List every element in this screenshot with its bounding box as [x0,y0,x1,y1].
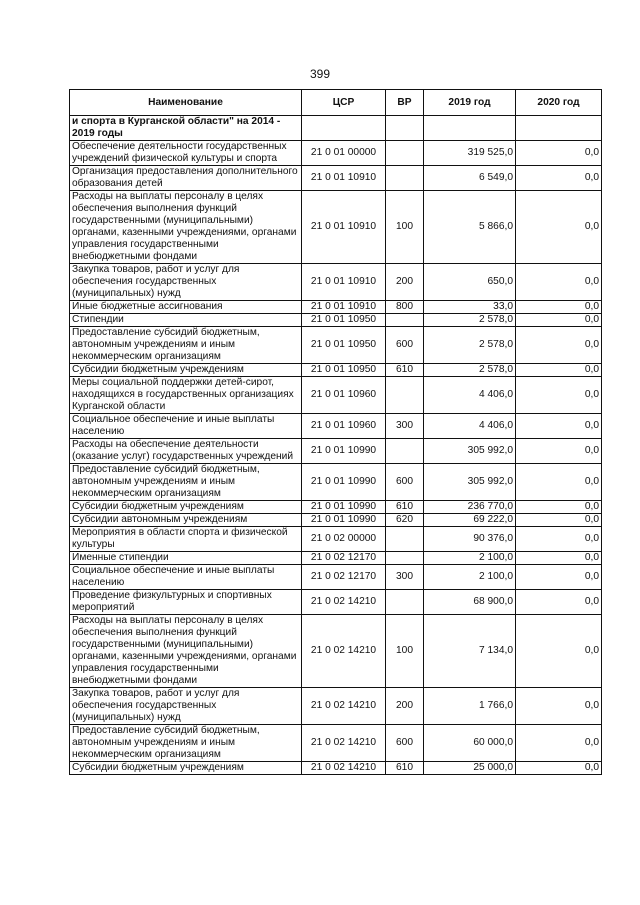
row-name-cell: Меры социальной поддержки детей-сирот, находящихся в государственных организациях Курганской области [70,377,302,414]
row-2019-cell: 60 000,0 [424,725,516,762]
row-2020-cell: 0,0 [516,501,602,514]
row-2019-cell: 2 100,0 [424,565,516,590]
row-name-cell: Организация предоставления дополнительного образования детей [70,166,302,191]
row-2020-cell: 0,0 [516,514,602,527]
row-name-cell: Предоставление субсидий бюджетным, автономным учреждениям и иным некоммерческим организациям [70,464,302,501]
page-number: 399 [309,67,331,81]
row-name-cell: Предоставление субсидий бюджетным, автономным учреждениям и иным некоммерческим организациям [70,327,302,364]
row-vr-cell [386,377,424,414]
column-header-name: Наименование [70,90,302,116]
column-header-vr: ВР [386,90,424,116]
row-2019-cell: 305 992,0 [424,439,516,464]
row-2019-cell: 7 134,0 [424,615,516,688]
table-row [70,501,602,514]
table-row [70,377,602,414]
row-csr-cell: 21 0 01 10950 [302,327,386,364]
row-2020-cell: 0,0 [516,327,602,364]
row-2019-cell: 1 766,0 [424,688,516,725]
row-2020-cell: 0,0 [516,552,602,565]
row-csr-cell: 21 0 02 12170 [302,552,386,565]
row-2020-cell: 0,0 [516,725,602,762]
row-2019-cell: 2 578,0 [424,327,516,364]
row-2020-cell [516,116,602,141]
row-csr-cell: 21 0 01 10950 [302,314,386,327]
row-name-cell: Проведение физкультурных и спортивных мероприятий [70,590,302,615]
row-vr-cell [386,552,424,565]
table-row [70,364,602,377]
table-row [70,514,602,527]
row-2019-cell: 4 406,0 [424,377,516,414]
row-vr-cell [386,527,424,552]
row-vr-cell [386,166,424,191]
row-2020-cell: 0,0 [516,762,602,775]
table-row [70,590,602,615]
row-name-cell: Закупка товаров, работ и услуг для обеспечения государственных (муниципальных) нужд [70,688,302,725]
row-vr-cell [386,116,424,141]
row-2019-cell: 236 770,0 [424,501,516,514]
row-csr-cell: 21 0 01 10910 [302,166,386,191]
table-row [70,725,602,762]
table-row [70,688,602,725]
row-2020-cell: 0,0 [516,464,602,501]
row-2020-cell: 0,0 [516,166,602,191]
row-vr-cell: 620 [386,514,424,527]
row-2019-cell: 305 992,0 [424,464,516,501]
row-2019-cell: 2 100,0 [424,552,516,565]
row-csr-cell: 21 0 02 14210 [302,762,386,775]
budget-table [69,89,602,775]
row-vr-cell: 800 [386,301,424,314]
table-row [70,327,602,364]
row-name-cell: Субсидии бюджетным учреждениям [70,501,302,514]
row-vr-cell [386,439,424,464]
row-2019-cell: 4 406,0 [424,414,516,439]
column-header-2019: 2019 год [424,90,516,116]
row-2020-cell: 0,0 [516,264,602,301]
row-csr-cell: 21 0 01 10910 [302,301,386,314]
row-csr-cell: 21 0 02 14210 [302,725,386,762]
row-2020-cell: 0,0 [516,439,602,464]
table-row-continuation [70,116,602,141]
row-2019-cell: 90 376,0 [424,527,516,552]
row-name-cell: Обеспечение деятельности государственных учреждений физической культуры и спорта [70,141,302,166]
row-name-cell: Субсидии бюджетным учреждениям [70,364,302,377]
row-csr-cell: 21 0 01 10990 [302,501,386,514]
row-2019-cell: 6 549,0 [424,166,516,191]
row-csr-cell: 21 0 01 10990 [302,464,386,501]
row-name-cell: Иные бюджетные ассигнования [70,301,302,314]
row-csr-cell: 21 0 02 00000 [302,527,386,552]
row-2020-cell: 0,0 [516,364,602,377]
table-row [70,301,602,314]
table-row [70,314,602,327]
table-body [70,116,602,775]
table-row [70,615,602,688]
row-name-cell: Расходы на выплаты персоналу в целях обеспечения выполнения функций государственными (муниципальными) органами, казенными учреждениями, органами управления государственными внебюджетными фондами [70,191,302,264]
row-vr-cell: 600 [386,327,424,364]
row-vr-cell: 200 [386,688,424,725]
row-name-cell: Мероприятия в области спорта и физической культуры [70,527,302,552]
row-csr-cell: 21 0 01 10990 [302,514,386,527]
row-2020-cell: 0,0 [516,527,602,552]
row-2020-cell: 0,0 [516,414,602,439]
row-2020-cell: 0,0 [516,191,602,264]
row-vr-cell: 300 [386,414,424,439]
row-2019-cell: 33,0 [424,301,516,314]
row-2019-cell: 319 525,0 [424,141,516,166]
row-name-cell: Социальное обеспечение и иные выплаты населению [70,565,302,590]
row-vr-cell: 600 [386,464,424,501]
row-2020-cell: 0,0 [516,688,602,725]
table-row [70,439,602,464]
row-name-cell: Расходы на выплаты персоналу в целях обеспечения выполнения функций государственными (муниципальными) органами, казенными учреждениями, органами управления государственными внебюджетными фондами [70,615,302,688]
row-2020-cell: 0,0 [516,615,602,688]
row-csr-cell: 21 0 01 10990 [302,439,386,464]
row-2019-cell: 25 000,0 [424,762,516,775]
table-row [70,141,602,166]
table-row [70,464,602,501]
row-csr-cell: 21 0 01 00000 [302,141,386,166]
row-2019-cell [424,116,516,141]
table-header-row [70,90,602,116]
row-2019-cell: 2 578,0 [424,314,516,327]
row-name-cell: Предоставление субсидий бюджетным, автономным учреждениям и иным некоммерческим организациям [70,725,302,762]
row-csr-cell: 21 0 02 14210 [302,615,386,688]
row-vr-cell [386,314,424,327]
row-csr-cell [302,116,386,141]
row-csr-cell: 21 0 01 10910 [302,264,386,301]
row-vr-cell: 300 [386,565,424,590]
row-2019-cell: 69 222,0 [424,514,516,527]
row-name-cell: и спорта в Курганской области" на 2014 - 2019 годы [70,116,302,141]
row-2019-cell: 68 900,0 [424,590,516,615]
row-vr-cell: 610 [386,762,424,775]
row-name-cell: Стипендии [70,314,302,327]
table-row [70,527,602,552]
table-row [70,414,602,439]
row-vr-cell: 100 [386,615,424,688]
column-header-2020: 2020 год [516,90,602,116]
row-csr-cell: 21 0 01 10960 [302,377,386,414]
row-name-cell: Именные стипендии [70,552,302,565]
table-row [70,191,602,264]
row-csr-cell: 21 0 02 12170 [302,565,386,590]
row-name-cell: Социальное обеспечение и иные выплаты населению [70,414,302,439]
table-row [70,552,602,565]
row-name-cell: Субсидии бюджетным учреждениям [70,762,302,775]
table-row [70,762,602,775]
row-2020-cell: 0,0 [516,590,602,615]
row-vr-cell [386,141,424,166]
row-name-cell: Расходы на обеспечение деятельности (оказание услуг) государственных учреждений [70,439,302,464]
row-vr-cell: 100 [386,191,424,264]
table-row [70,565,602,590]
row-2019-cell: 2 578,0 [424,364,516,377]
row-csr-cell: 21 0 01 10960 [302,414,386,439]
row-vr-cell: 610 [386,364,424,377]
column-header-csr: ЦСР [302,90,386,116]
row-vr-cell: 610 [386,501,424,514]
row-csr-cell: 21 0 02 14210 [302,688,386,725]
row-2020-cell: 0,0 [516,141,602,166]
row-csr-cell: 21 0 01 10950 [302,364,386,377]
row-2020-cell: 0,0 [516,377,602,414]
row-vr-cell: 200 [386,264,424,301]
row-2020-cell: 0,0 [516,301,602,314]
row-name-cell: Субсидии автономным учреждениям [70,514,302,527]
row-csr-cell: 21 0 01 10910 [302,191,386,264]
table-row [70,264,602,301]
row-name-cell: Закупка товаров, работ и услуг для обеспечения государственных (муниципальных) нужд [70,264,302,301]
row-csr-cell: 21 0 02 14210 [302,590,386,615]
row-2020-cell: 0,0 [516,565,602,590]
row-2019-cell: 5 866,0 [424,191,516,264]
row-2019-cell: 650,0 [424,264,516,301]
table-row [70,166,602,191]
row-2020-cell: 0,0 [516,314,602,327]
row-vr-cell [386,590,424,615]
row-vr-cell: 600 [386,725,424,762]
